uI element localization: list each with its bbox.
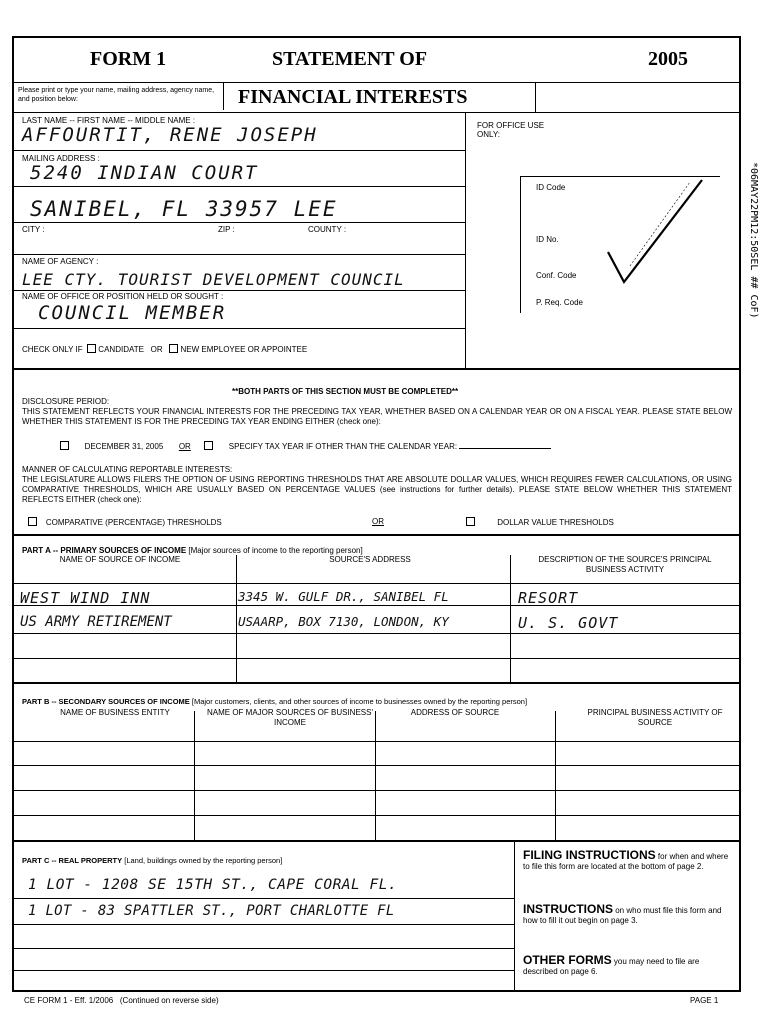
period-title: DISCLOSURE PERIOD: [22,397,110,406]
part-c-instr-divider [514,840,515,992]
agency-label: NAME OF AGENCY : [22,257,99,266]
form-title-line1: STATEMENT OF [272,48,428,70]
part-b-subtitle: [Major customers, clients, and other sources of income to businesses owned by the reporting person] [191,697,528,706]
table-row-a2-address[interactable]: USAARP, BOX 7130, LONDON, KY [238,614,449,629]
table-row-a2-name[interactable]: US ARMY RETIREMENT [20,614,172,630]
form-id: CE FORM 1 - Eff. 1/2006 [24,996,114,1005]
filing-instructions [523,850,735,872]
other-year-label: SPECIFY TAX YEAR IF OTHER THAN THE CALENDAR YEAR: [228,442,458,451]
other-forms-note [523,955,735,977]
other-forms-head: OTHER FORMS [523,953,612,967]
office-top-rule [465,112,741,113]
part-a-subtitle: [Major sources of income to the reporting person] [188,546,363,555]
city-label: CITY : [22,225,45,234]
table-row-a1-address[interactable]: 3345 W. GULF DR., SANIBEL FL [238,589,449,604]
agency-rule [12,290,465,291]
footer-left [24,996,219,1005]
section-rule-1 [12,368,741,370]
form-title-line2: FINANCIAL INTERESTS [238,86,468,108]
new-employee-checkbox[interactable] [169,344,178,353]
form-year: 2005 [648,48,688,70]
city-rule [12,222,465,223]
address-rule [12,186,465,187]
part-c-rule2 [12,924,514,925]
print-instruction: Please print or type your name, mailing address, agency name, and position below: [18,87,215,103]
continued-note: (Continued on reverse side) [119,996,219,1005]
part-b-rule4 [12,815,741,816]
part-b-col4: PRINCIPAL BUSINESS ACTIVITY OF SOURCE [587,708,723,727]
check-only-label: CHECK ONLY IF [22,345,83,354]
page-number: PAGE 1 [690,996,719,1005]
other-year-field[interactable] [459,448,551,449]
p-req-code-label: P. Req. Code [536,298,583,307]
table-row-a1-activity[interactable]: RESORT [518,589,579,607]
other-year-checkbox[interactable] [204,441,213,450]
part-a-col1: NAME OF SOURCE OF INCOME [59,555,181,564]
list-item-property-2[interactable]: 1 LOT - 83 SPATTLER ST., PORT CHARLOTTE FL [28,903,395,919]
part-b-col3: ADDRESS OF SOURCE [410,708,500,717]
period-options [60,441,720,452]
dollar-option [466,517,614,528]
part-b-col2: NAME OF MAJOR SOURCES OF BUSINESS' INCOME [207,708,373,727]
title-rule [224,82,535,83]
part-b-title: PART B -- SECONDARY SOURCES OF INCOME [22,697,190,706]
dollar-checkbox[interactable] [466,517,475,526]
part-c-rule3 [12,948,514,949]
name-rule [12,150,465,151]
table-row-a2-activity[interactable]: U. S. GOVT [518,614,619,632]
mailing-label: MAILING ADDRESS : [22,154,100,163]
part-b-rule1 [12,741,741,742]
received-stamp-area [745,162,761,348]
part-b-rule2 [12,765,741,766]
part-a-title: PART A -- PRIMARY SOURCES OF INCOME [22,546,187,555]
other-forms-text: you may need to file are described on page 6. [523,957,700,976]
part-a-col3: DESCRIPTION OF THE SOURCE'S PRINCIPAL BUSINESS ACTIVITY [538,555,712,574]
manner-text: THE LEGISLATURE ALLOWS FILERS THE OPTION OF USING REPORTING THRESHOLDS THAT ARE ABSOLUTE DOLLAR VALUES, WHICH REQUIRES FEWER CALCULATIONS, OR USING COMPARATIVE THRESHOLDS, WHICH ARE USUALLY BASED ON PERCENTAGE VALUES (see instructions for further details). PLEASE STATE BELOW WHETHER THIS STATEMENT REFLECTS EITHER (check one): [22,475,732,504]
office-left-rule [465,112,466,368]
id-code-label: ID Code [536,183,566,192]
both-parts-note: **BOTH PARTS OF THIS SECTION MUST BE COMPLETED** [232,387,459,396]
filer-position[interactable]: COUNCIL MEMBER [38,302,227,324]
period-text: THIS STATEMENT REFLECTS YOUR FINANCIAL INTERESTS FOR THE PRECEDING TAX YEAR, WHETHER BASED ON A CALENDAR YEAR OR ON A FISCAL YEAR. PLEASE STATE BELOW WHETHER THIS STATEMENT IS FOR THE PRECEDING TAX YEAR ENDING EITHER (check one): [22,407,732,426]
part-b-col-div2 [375,711,376,840]
dec-31-checkbox[interactable] [60,441,69,450]
part-b-col-div3 [555,711,556,840]
county-label: COUNTY : [308,225,347,234]
conf-code-label: Conf. Code [536,271,577,280]
part-a-row-rule2 [12,633,741,634]
comparative-checkbox[interactable] [28,517,37,526]
part-c-rule1 [12,898,514,899]
office-use-title: FOR OFFICE USE ONLY: [477,121,545,139]
candidate-label: CANDIDATE [98,345,144,354]
position-label: NAME OF OFFICE OR POSITION HELD OR SOUGHT : [22,292,224,301]
how-to-instructions [523,904,735,926]
comparative-label: COMPARATIVE (PERCENTAGE) THRESHOLDS [45,518,222,527]
name-top-rule [12,112,465,113]
section-rule-3 [12,682,741,684]
filer-address[interactable]: 5240 INDIAN COURT [30,162,259,184]
title-rule-2 [535,82,741,83]
instruction-box [12,82,224,110]
part-b-col-div1 [194,711,195,840]
office-inner-rule [520,176,521,313]
section-rule-4 [12,840,741,842]
part-a-header-rule [12,583,741,584]
title-rule-right [535,82,536,112]
instr-head: INSTRUCTIONS [523,902,613,916]
filing-instr-text: for when and where to file this form are located at the bottom of page 2. [523,852,729,871]
section-rule-2 [12,534,741,536]
part-b-heading [22,697,527,707]
agency-top-rule [12,254,465,255]
filer-city-line[interactable]: SANIBEL, FL 33957 LEE [30,197,338,221]
manner-or: OR [372,517,384,526]
table-row-a1-name[interactable]: WEST WIND INN [20,589,151,607]
candidate-checkbox[interactable] [87,344,96,353]
part-a-row-rule3 [12,658,741,659]
position-rule [12,328,465,329]
period-or: OR [178,442,191,451]
part-a-col-div1 [236,555,237,682]
part-b-rule3 [12,790,741,791]
list-item-property-1[interactable]: 1 LOT - 1208 SE 15TH ST., CAPE CORAL FL. [28,877,398,893]
comparative-option [28,517,222,528]
received-stamp: *06MAY22PM12:50SEL ## CoF) [748,162,759,319]
part-c-subtitle: [Land, buildings owned by the reporting person] [124,856,283,865]
part-c-title: PART C -- REAL PROPERTY [22,856,123,865]
office-checkmark [590,170,710,300]
part-c-rule4 [12,970,514,971]
filer-name[interactable]: AFFOURTIT, RENE JOSEPH [22,124,318,146]
form-number: FORM 1 [90,48,167,70]
dec-31-label: DECEMBER 31, 2005 [84,442,164,451]
zip-label: ZIP : [218,225,235,234]
id-no-label: ID No. [536,235,559,244]
check-or-label: OR [150,345,163,354]
manner-title: MANNER OF CALCULATING REPORTABLE INTERESTS: [22,465,233,474]
part-a-col-div2 [510,555,511,682]
filing-instr-head: FILING INSTRUCTIONS [523,848,656,862]
dollar-label: DOLLAR VALUE THRESHOLDS [497,518,614,527]
new-employee-label: NEW EMPLOYEE OR APPOINTEE [180,345,308,354]
check-only-row [22,344,307,354]
part-c-heading [22,856,282,866]
instr-text: on who must file this form and how to fill it out begin on page 3. [523,906,722,925]
filer-agency[interactable]: LEE CTY. TOURIST DEVELOPMENT COUNCIL [22,270,405,289]
part-b-col1: NAME OF BUSINESS ENTITY [60,708,170,717]
part-a-col2: SOURCE'S ADDRESS [329,555,411,564]
name-label: LAST NAME -- FIRST NAME -- MIDDLE NAME : [22,116,196,125]
